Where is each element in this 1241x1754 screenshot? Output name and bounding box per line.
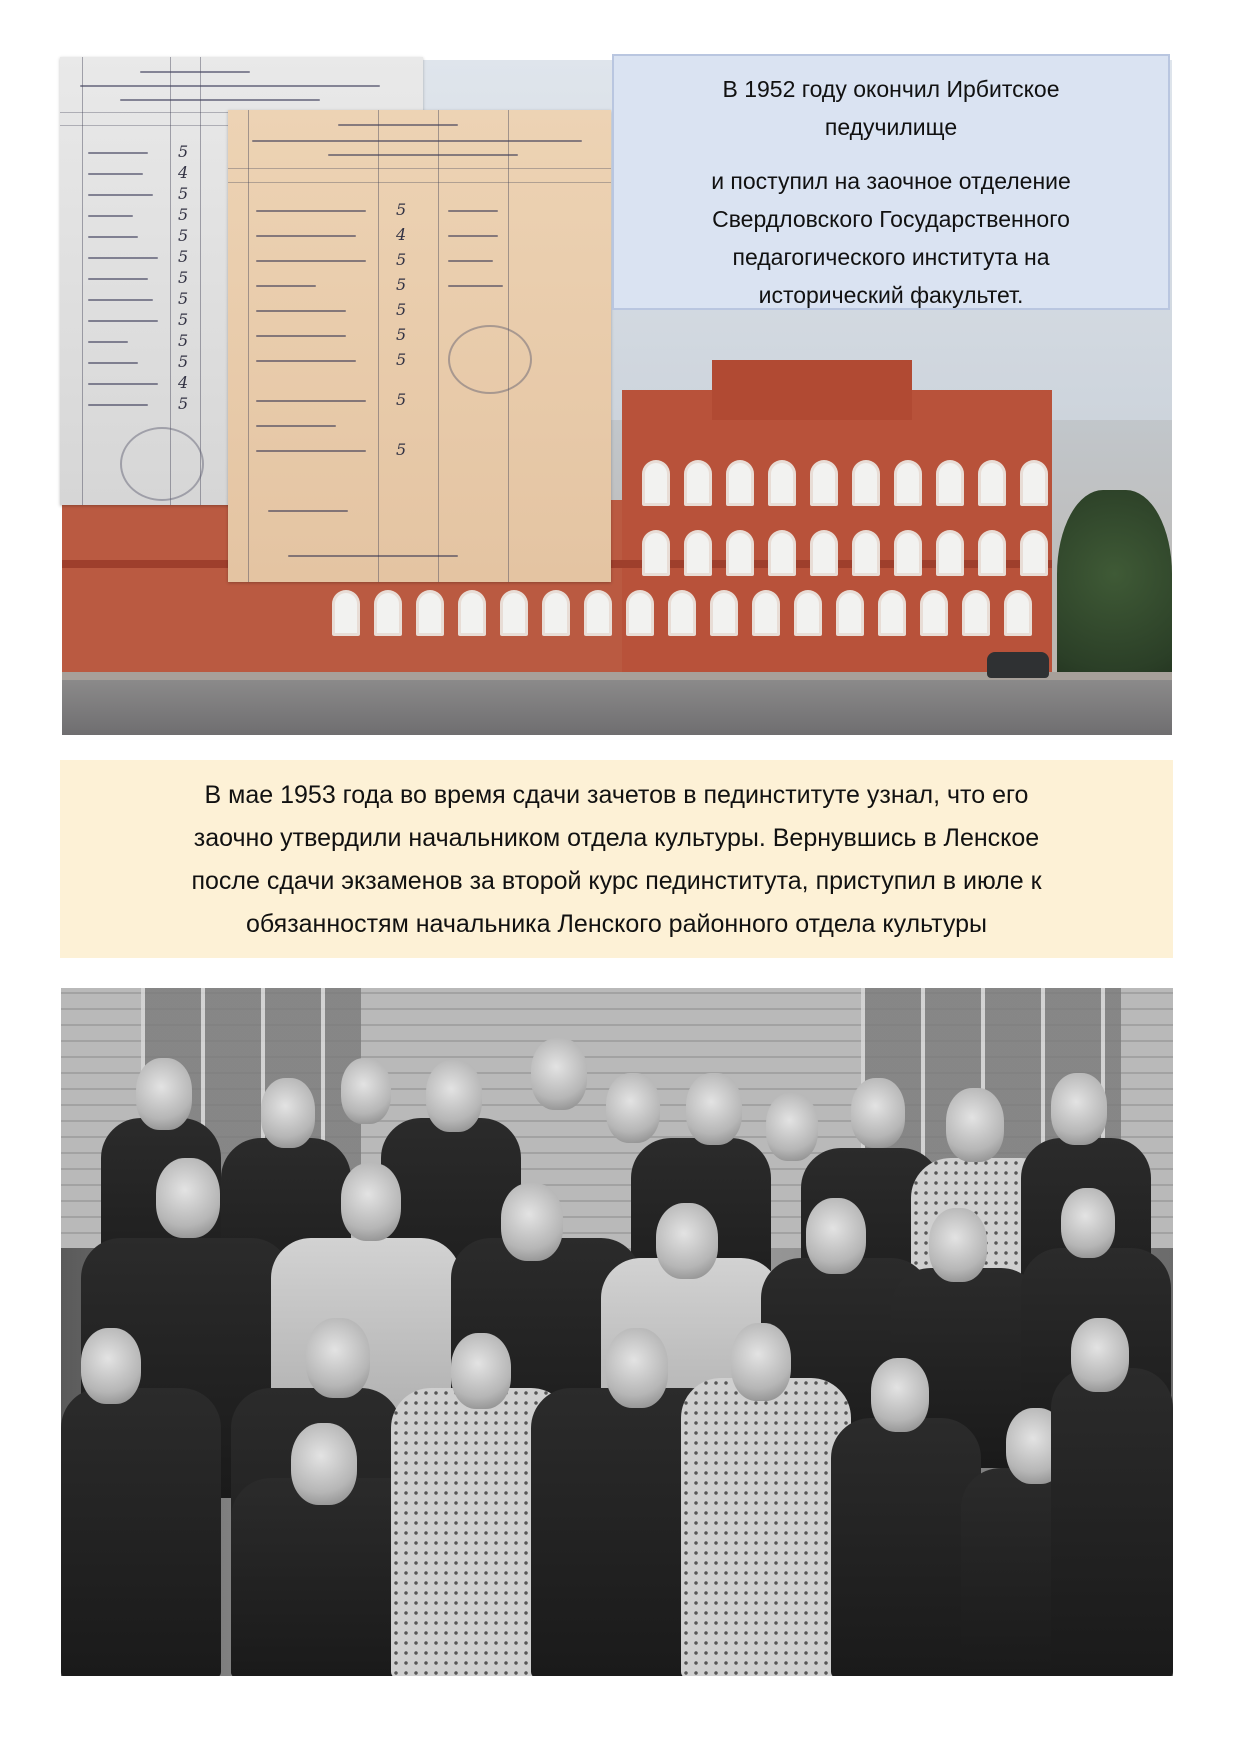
building-tower	[712, 360, 912, 420]
person-head	[426, 1060, 482, 1132]
person-head	[1071, 1318, 1129, 1392]
person-head	[531, 1038, 587, 1110]
person-head	[341, 1058, 391, 1124]
person-head	[871, 1358, 929, 1432]
grade: 5	[396, 350, 407, 369]
road	[62, 680, 1172, 735]
text-line: заочно утвердили начальником отдела культуры. Вернувшись в Ленское	[193, 824, 1040, 852]
grade: 4	[178, 373, 189, 392]
person-head	[766, 1093, 818, 1161]
windows-middle	[642, 530, 1048, 576]
grade: 5	[178, 142, 189, 161]
windows-upper	[642, 460, 1048, 506]
grade: 5	[178, 394, 189, 413]
person-head	[686, 1073, 742, 1145]
person-head	[656, 1203, 718, 1279]
grade: 4	[396, 225, 407, 244]
grade: 5	[178, 310, 189, 329]
person-head	[1061, 1188, 1115, 1258]
grade: 5	[178, 226, 189, 245]
car	[987, 652, 1049, 678]
person-head	[306, 1318, 370, 1398]
person-head	[451, 1333, 511, 1409]
info-box-appointment	[60, 760, 1173, 958]
grade: 5	[396, 250, 407, 269]
grade: 5	[178, 184, 189, 203]
group-photo	[61, 988, 1173, 1676]
stamp-icon	[120, 427, 204, 501]
text-line: обязанностям начальника Ленского районного отдела культуры	[245, 910, 987, 938]
person-head	[81, 1328, 141, 1404]
person-head	[1051, 1073, 1107, 1145]
grade: 5	[396, 390, 407, 409]
person-head	[731, 1323, 791, 1401]
person-head	[946, 1088, 1004, 1162]
text-line: педагогического института на	[732, 244, 1050, 270]
person-head	[929, 1208, 987, 1282]
text-line: и поступил на заочное отделение	[711, 168, 1071, 194]
text-line: В 1952 году окончил Ирбитское	[722, 76, 1060, 102]
grade: 5	[396, 275, 407, 294]
person-head	[606, 1328, 668, 1408]
grade: 4	[178, 163, 189, 182]
text-line: В мае 1953 года во время сдачи зачетов в пединституте узнал, что его	[204, 781, 1029, 809]
grade: 5	[178, 331, 189, 350]
grade: 5	[178, 268, 189, 287]
text-line: после сдачи экзаменов за второй курс пединститута, приступил в июле к	[191, 867, 1042, 895]
grade: 5	[396, 300, 407, 319]
person-head	[806, 1198, 866, 1274]
grade: 5	[396, 200, 407, 219]
person-head	[291, 1423, 357, 1505]
person-head	[136, 1058, 192, 1130]
person-head	[851, 1078, 905, 1148]
grade: 5	[178, 289, 189, 308]
text-line: Свердловского Государственного	[712, 206, 1070, 232]
windows-lower	[332, 590, 1032, 636]
grade: 5	[396, 325, 407, 344]
stamp-icon	[448, 325, 532, 394]
grade: 5	[396, 440, 407, 459]
person-head	[501, 1183, 563, 1261]
tree	[1057, 490, 1172, 700]
text-line: исторический факультет.	[758, 282, 1024, 308]
person-head	[156, 1158, 220, 1238]
info-box-education	[612, 54, 1170, 310]
grade: 5	[178, 352, 189, 371]
person-head	[261, 1078, 315, 1148]
grade: 5	[178, 205, 189, 224]
person-head	[341, 1163, 401, 1241]
person-head	[606, 1073, 660, 1143]
text-line: педучилище	[824, 114, 958, 140]
grade: 5	[178, 247, 189, 266]
grade-sheet-tan	[228, 110, 611, 582]
